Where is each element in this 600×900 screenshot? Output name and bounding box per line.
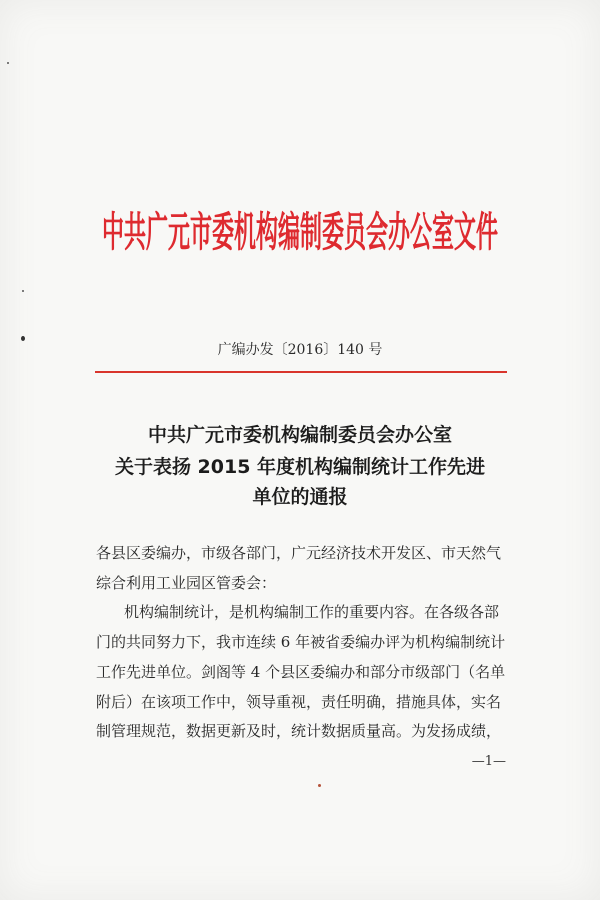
page-number: —1— [471,754,506,769]
paragraph-line-5: 制管理规范，数据更新及时，统计数据质量高。为发扬成绩， [96,722,502,740]
document-number: 广编办发〔2016〕140 号 [217,342,383,358]
addressee-line-1: 各县区委编办，市级各部门，广元经济技术开发区、市天然气 [96,544,502,562]
paragraph-line-2: 门的共同努力下，我市连续 6 年被省委编办评为机构编制统计 [96,633,506,651]
document-header-title: 中共广元市委机构编制委员会办公室文件 [101,210,498,258]
notice-title-line-2: 关于表扬 2015 年度机构编制统计工作先进 [114,456,486,478]
scan-speck [22,290,24,292]
notice-title-line-1: 中共广元市委机构编制委员会办公室 [147,424,452,446]
notice-title-line-3: 单位的通报 [252,486,348,508]
scan-speck [318,784,321,787]
scan-speck [7,62,9,64]
addressee-line-2: 综合利用工业园区管委会： [96,574,277,592]
paragraph-line-4: 附后）在该项工作中，领导重视，责任明确，措施具体，实名 [96,693,502,711]
paragraph-line-3: 工作先进单位。剑阁等 4 个县区委编办和部分市级部门（名单 [96,663,506,681]
paragraph-line-1: 机构编制统计，是机构编制工作的重要内容。在各级各部 [124,603,500,621]
red-divider-rule [95,371,507,373]
